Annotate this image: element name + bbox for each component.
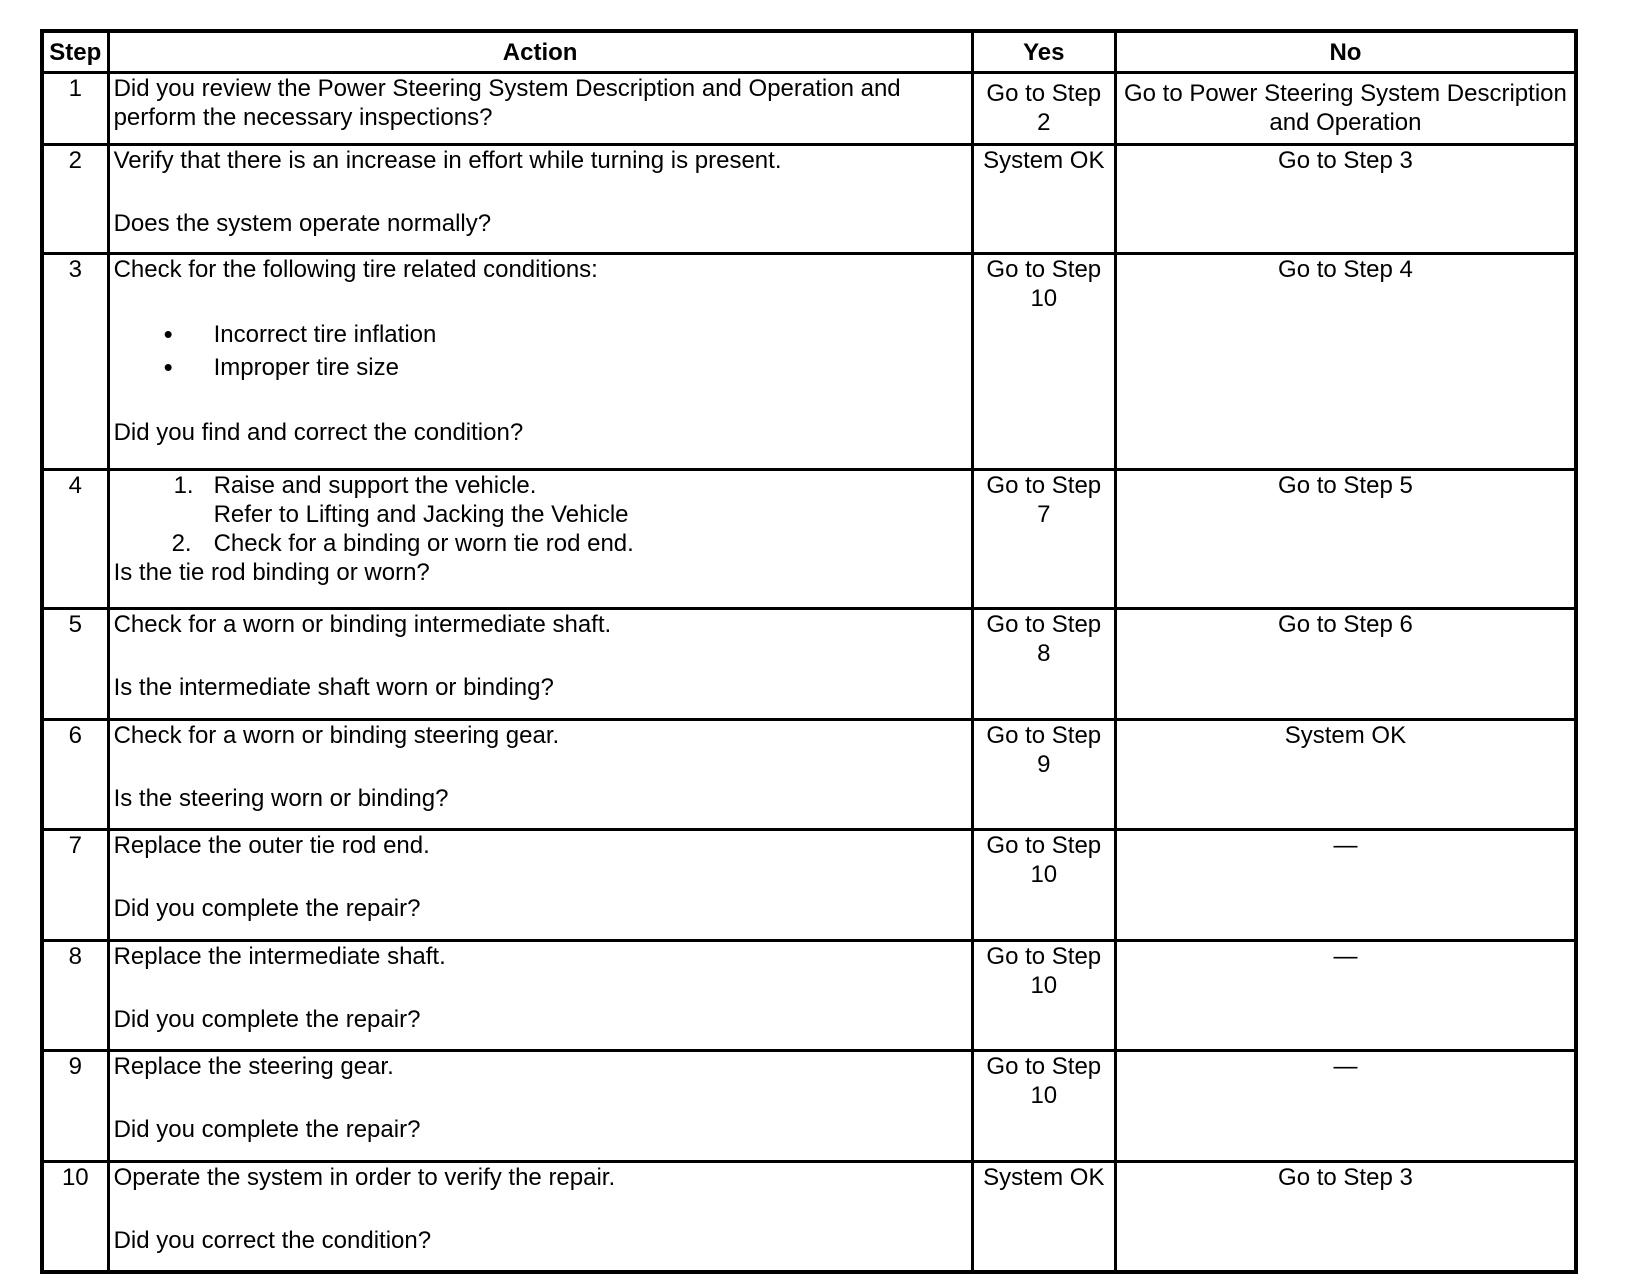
list-number: 2. bbox=[171, 530, 192, 557]
table-row bbox=[42, 609, 1576, 720]
action-cell bbox=[108, 73, 972, 145]
step-number: 5 bbox=[42, 609, 108, 720]
yes-cell: Go to Step 2 bbox=[972, 73, 1115, 145]
table-row bbox=[42, 470, 1576, 609]
action-cell bbox=[108, 1161, 972, 1272]
step-number: 7 bbox=[42, 830, 108, 941]
yes-cell: Go to Step 10 bbox=[972, 254, 1115, 470]
action-cell bbox=[108, 940, 972, 1051]
list-item: • Incorrect tire inflation bbox=[214, 318, 967, 351]
no-cell: — bbox=[1115, 940, 1576, 1051]
step-number: 2 bbox=[42, 144, 108, 254]
action-question: Did you correct the condition? bbox=[113, 1226, 432, 1254]
header-yes: Yes bbox=[972, 31, 1115, 73]
no-cell: Go to Step 3 bbox=[1115, 1161, 1576, 1272]
action-cell bbox=[108, 470, 972, 609]
action-text: Check for a worn or binding intermediate shaft. bbox=[113, 611, 612, 638]
action-text: Did you review the Power Steering System Description and Operation and perform the necessary inspections? bbox=[113, 75, 901, 131]
list-number: 1. bbox=[173, 472, 194, 499]
table-row bbox=[42, 1051, 1576, 1162]
action-text: Verify that there is an increase in effort while turning is present. bbox=[113, 146, 782, 174]
step-number: 6 bbox=[42, 719, 108, 830]
no-cell: System OK bbox=[1115, 719, 1576, 830]
action-text: Check for the following tire related conditions: bbox=[113, 256, 598, 284]
action-cell bbox=[108, 609, 972, 720]
table-header-row bbox=[42, 31, 1576, 73]
action-text: Replace the steering gear. bbox=[113, 1053, 394, 1081]
action-cell bbox=[108, 254, 972, 470]
yes-cell: Go to Step 8 bbox=[972, 609, 1115, 720]
table-row bbox=[42, 254, 1576, 470]
spacer bbox=[114, 384, 967, 418]
yes-cell: Go to Step 9 bbox=[972, 719, 1115, 830]
spacer bbox=[114, 750, 967, 784]
action-question: Did you complete the repair? bbox=[113, 1005, 421, 1033]
no-cell: — bbox=[1115, 830, 1576, 941]
step-number: 4 bbox=[42, 470, 108, 609]
step-number: 3 bbox=[42, 254, 108, 470]
action-question: Did you complete the repair? bbox=[113, 895, 421, 923]
list-line: Refer to Lifting and Jacking the Vehicle bbox=[213, 501, 629, 528]
header-step: Step bbox=[42, 31, 108, 73]
action-cell bbox=[108, 830, 972, 941]
table-row bbox=[42, 1161, 1576, 1272]
action-question: Is the intermediate shaft worn or binding? bbox=[113, 674, 554, 701]
action-question: Did you find and correct the condition? bbox=[113, 419, 524, 447]
spacer bbox=[114, 860, 967, 894]
procedure-list bbox=[114, 471, 967, 558]
action-text: Replace the outer tie rod end. bbox=[113, 832, 430, 860]
list-item bbox=[114, 471, 967, 529]
no-cell: — bbox=[1115, 1051, 1576, 1162]
step-number: 1 bbox=[42, 73, 108, 145]
no-cell: Go to Step 5 bbox=[1115, 470, 1576, 609]
table-row bbox=[42, 830, 1576, 941]
header-action: Action bbox=[108, 31, 972, 73]
yes-cell: System OK bbox=[972, 1161, 1115, 1272]
spacer bbox=[114, 175, 967, 209]
yes-cell: Go to Step 10 bbox=[972, 1051, 1115, 1162]
table-row bbox=[42, 940, 1576, 1051]
list-text bbox=[214, 471, 629, 529]
table-row bbox=[42, 719, 1576, 830]
list-line: Check for a binding or worn tie rod end. bbox=[213, 530, 634, 557]
spacer bbox=[114, 1081, 967, 1115]
yes-cell: Go to Step 10 bbox=[972, 830, 1115, 941]
list-item: • Improper tire size bbox=[214, 351, 967, 384]
action-cell bbox=[108, 719, 972, 830]
spacer bbox=[114, 1192, 967, 1226]
step-number: 8 bbox=[42, 940, 108, 1051]
step-number: 10 bbox=[42, 1161, 108, 1272]
condition-list bbox=[114, 318, 967, 384]
diagnostic-table bbox=[40, 29, 1578, 1274]
list-item bbox=[114, 529, 967, 558]
yes-cell: Go to Step 7 bbox=[972, 470, 1115, 609]
yes-cell: Go to Step 10 bbox=[972, 940, 1115, 1051]
no-cell: Go to Step 6 bbox=[1115, 609, 1576, 720]
step-number: 9 bbox=[42, 1051, 108, 1162]
action-question: Is the tie rod binding or worn? bbox=[113, 559, 430, 586]
action-cell bbox=[108, 144, 972, 254]
header-no: No bbox=[1115, 31, 1576, 73]
list-line: Raise and support the vehicle. bbox=[213, 472, 537, 499]
action-text: Replace the intermediate shaft. bbox=[113, 942, 446, 970]
spacer bbox=[114, 971, 967, 1005]
action-question: Did you complete the repair? bbox=[113, 1116, 421, 1144]
no-cell: Go to Step 4 bbox=[1115, 254, 1576, 470]
table-row bbox=[42, 144, 1576, 254]
no-cell: Go to Step 3 bbox=[1115, 144, 1576, 254]
action-question: Is the steering worn or binding? bbox=[113, 784, 449, 812]
action-text: Operate the system in order to verify the repair. bbox=[113, 1163, 616, 1191]
spacer bbox=[114, 639, 967, 673]
action-cell bbox=[108, 1051, 972, 1162]
no-cell: Go to Power Steering System Description and Operation bbox=[1115, 73, 1576, 145]
action-text: Check for a worn or binding steering gear. bbox=[113, 721, 560, 749]
table-row bbox=[42, 73, 1576, 145]
action-question: Does the system operate normally? bbox=[113, 209, 492, 237]
yes-cell: System OK bbox=[972, 144, 1115, 254]
spacer bbox=[114, 284, 967, 318]
